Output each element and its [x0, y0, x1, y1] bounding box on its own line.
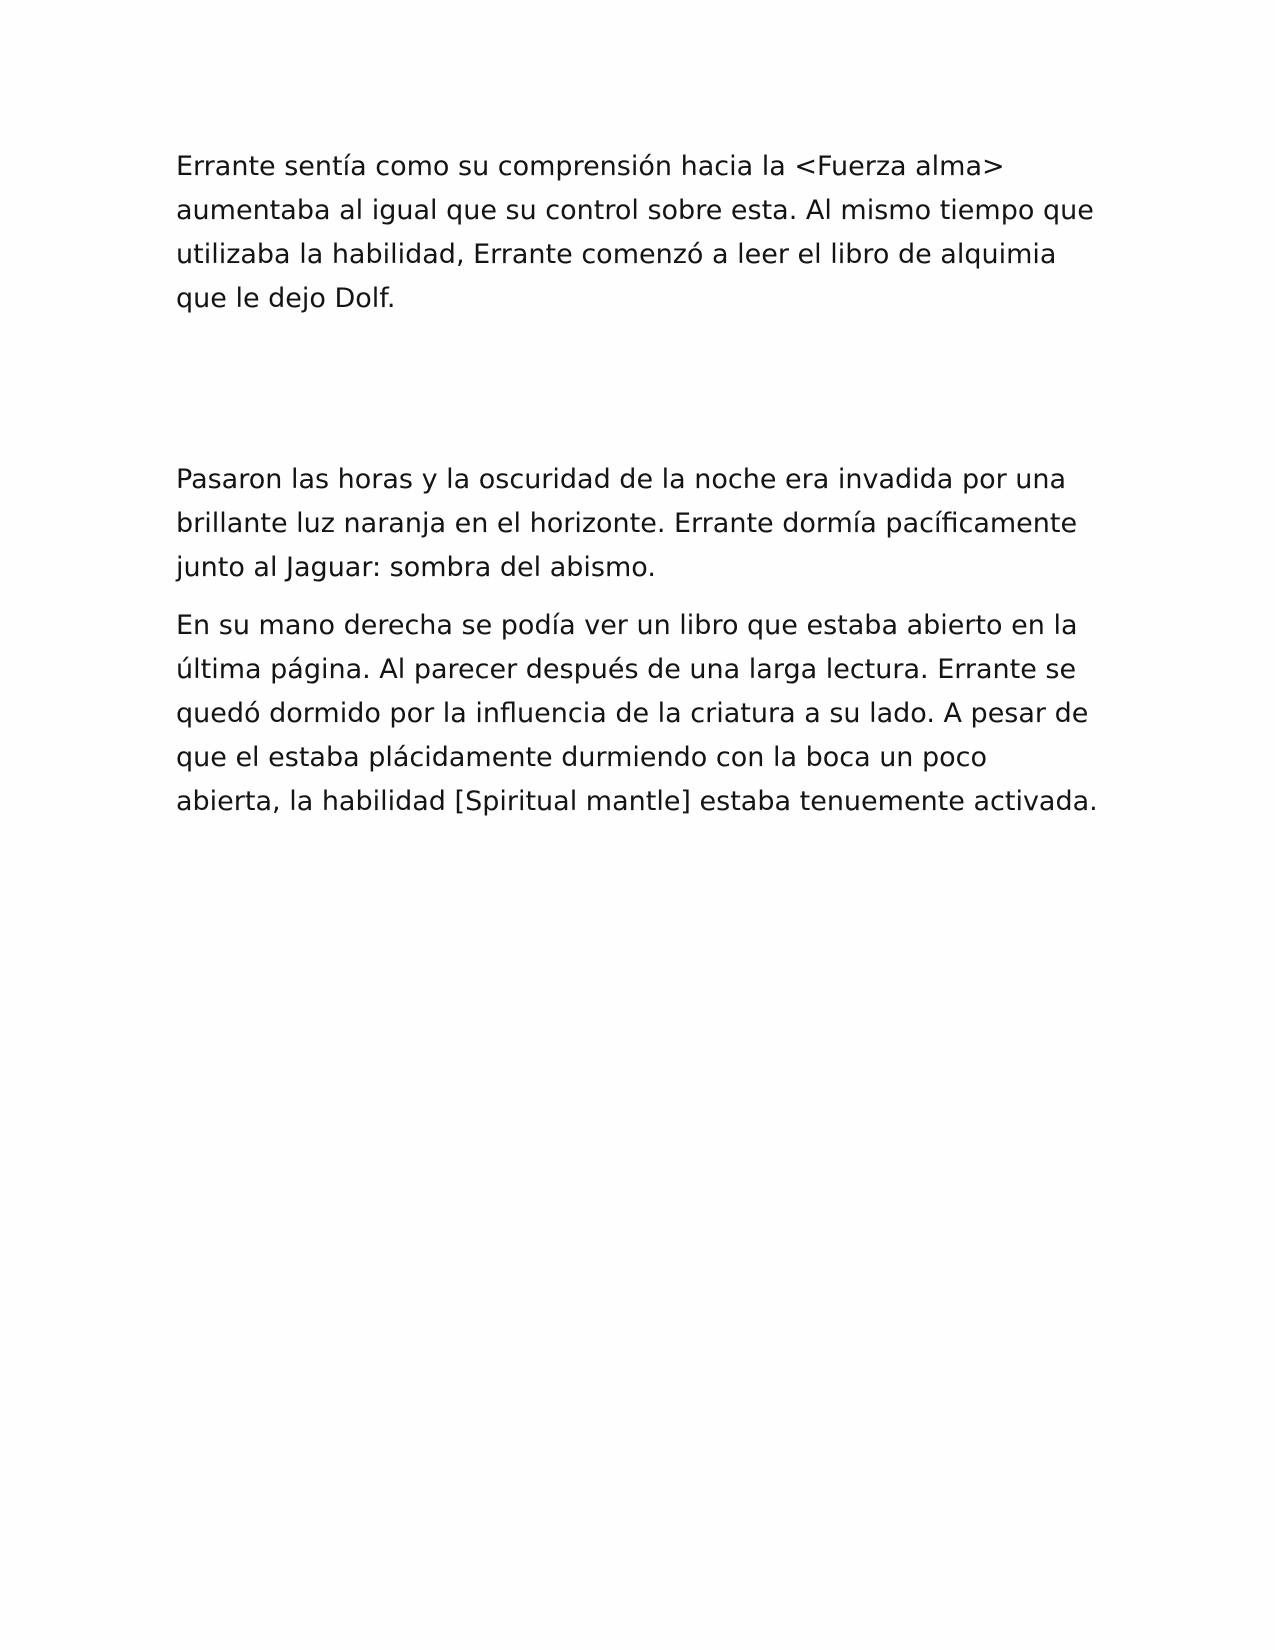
document-body — [176, 145, 1106, 817]
paragraph-1: Errante sentía como su comprensión hacia la <Fuerza alma> aumentaba al igual que su control sobre esta. Al mismo tiempo que utilizaba la habilidad, Errante comenzó a leer el libro de alquimia que le dejo Dolf. — [176, 151, 1094, 314]
paragraph-2: Pasaron las horas y la oscuridad de la noche era invadida por una brillante luz naranja en el horizonte. Errante dormía pacíficamente junto al Jaguar: sombra del abismo. — [176, 464, 1078, 583]
paragraph-3: En su mano derecha se podía ver un libro que estaba abierto en la última página. Al parecer después de una larga lectura. Errante se quedó dormido por la influencia de la criatura a su lado. A pesar de que el estaba plácidamente durmiendo con la boca un poco abierta, la habilidad [Spiritual mantle] estaba tenuemente activada. — [176, 610, 1098, 817]
